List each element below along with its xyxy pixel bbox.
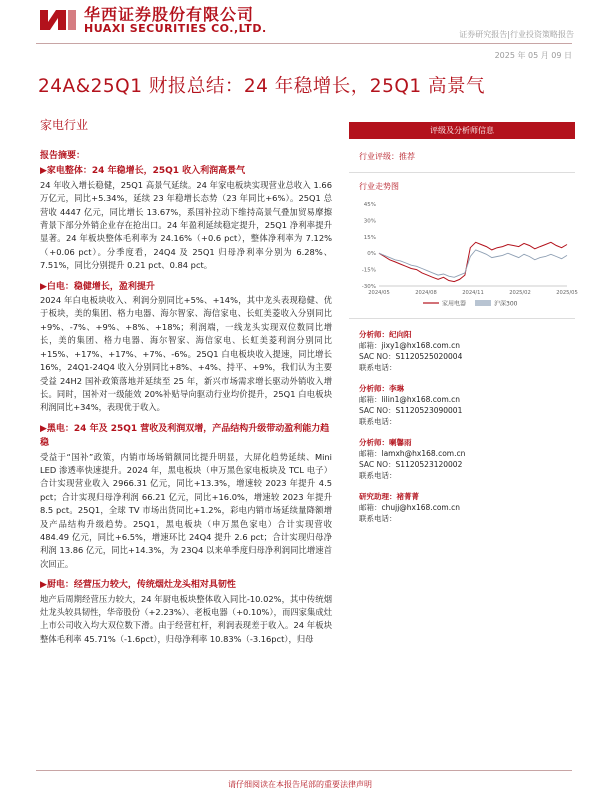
analyst-card <box>359 437 575 481</box>
email-label: 邮箱： <box>359 341 382 350</box>
analyst-phone: 联系电话： <box>359 471 397 480</box>
analyst-name: 褚菁菁 <box>396 492 419 501</box>
bullet-icon: ▶ <box>40 281 47 292</box>
analyst-card <box>359 329 575 373</box>
trend-chart <box>349 196 578 310</box>
y-tick-label: -15% <box>361 267 376 274</box>
analyst-name: 喇馨雨 <box>389 438 412 447</box>
section-paragraph: 24 年收入增长稳健，25Q1 高景气延续。24 年家电板块实现营业总收入 1.66 万亿元，同比+5.34%，延续 23 年稳增长态势（23 年同比+6%）。25Q1 总营收 4447 亿元，同比增长 13.67%，系国补拉动下维持高景气叠加贸易摩擦背景下部分外销企业存在抢出口。24 年盈利延续稳定提升，25Q1 净利率提升显著。24 年板块整体毛利率为 24.16%（+0.6 pct），整体净利率为 7.12%（+0.06 pct）。分季度看，24Q4 及 25Q1 归母净利率分别为 6.28%、7.51%，同比分别提升 0.21 pct、0.84 pct。 <box>40 179 332 271</box>
x-tick-label: 2025/02 <box>509 290 531 296</box>
section-white-goods <box>40 280 332 415</box>
analyst-phone: 联系电话： <box>359 417 397 426</box>
report-date: 2025 年 05 月 09 日 <box>494 51 572 60</box>
report-type: 证券研究报告|行业投资策略报告 <box>459 30 574 39</box>
analyst-role: 研究助理： <box>359 492 397 501</box>
section-heading: 家电整体：24 年稳增长，25Q1 收入利润高景气 <box>46 166 246 177</box>
x-tick-label: 2025/05 <box>556 290 578 296</box>
section-heading: 白电：稳健增长，盈利提升 <box>46 281 155 292</box>
analyst-card <box>359 383 575 427</box>
series-line-appliances <box>379 242 567 281</box>
section-paragraph: 受益于“国补”政策，内销市场场销额同比提升明显，大屏化趋势延续、Mini LED 渗透率快速提升。2024 年，黑电板块（申万黑色家电板块及 TCL 电子）合计实现营业收入 2966.31 亿元，同比+13.3%，增速较 2023 年提升 4.5 pct；合计实现归母净利润 66.21 亿元，同比+16.0%，增速较 2023 年提升 8.5 pct。25Q1，全球 TV 市场出货同比+1.2%，彩电内销市场延续量降额增及产品结构升级趋势。25Q1，黑电板块（申万黑色家电）合计实现营收 484.49 亿元，同比+6.5%，增速环比 24Q4 提升 2.6 pct；合计实现归母净利润 13.86 亿元，同比+14.3%，为 23Q4 以来单季度归母净利润同比增速首次回正。 <box>40 451 332 569</box>
industry-rating <box>349 151 575 162</box>
sidebar <box>349 122 578 534</box>
analyst-role: 分析师： <box>359 384 389 393</box>
footer-divider <box>36 770 572 771</box>
analyst-sac: S1120523090001 <box>395 406 463 415</box>
legend-swatch-csi300 <box>475 300 491 306</box>
y-tick-label: 0% <box>367 251 376 258</box>
email-label: 邮箱： <box>359 503 382 512</box>
y-tick-label: -30% <box>361 284 376 290</box>
y-tick-label: 15% <box>363 234 376 241</box>
x-tick-label: 2024/08 <box>415 290 437 296</box>
analyst-card <box>359 491 575 524</box>
bullet-icon: ▶ <box>40 580 47 591</box>
sac-label: SAC NO： <box>359 352 396 361</box>
section-heading: 厨电：经营压力较大，传统烟灶龙头相对具韧性 <box>46 580 236 591</box>
header-divider <box>36 43 572 44</box>
summary-column <box>40 150 332 647</box>
analyst-email[interactable]: chujj@hx168.com.cn <box>381 503 460 512</box>
analyst-role: 分析师： <box>359 438 389 447</box>
report-title: 24A&25Q1 财报总结：24 年稳增长，25Q1 高景气 <box>38 76 486 97</box>
legend-label-csi300: 沪深300 <box>494 300 518 308</box>
analyst-email[interactable]: lamxh@hx168.com.cn <box>381 449 466 458</box>
analyst-phone: 联系电话： <box>359 363 397 372</box>
industry-label: 家电行业 <box>40 118 89 132</box>
analyst-role: 分析师： <box>359 330 389 339</box>
section-heading: 黑电：24 年及 25Q1 营收及利润双增，产品结构升级带动盈利能力趋稳 <box>40 423 330 449</box>
page-header <box>0 0 600 60</box>
rating-label: 行业评级： <box>359 152 399 161</box>
email-label: 邮箱： <box>359 449 382 458</box>
analyst-email[interactable]: jixy1@hx168.com.cn <box>381 341 460 350</box>
section-paragraph: 地产后周期经营压力较大，24 年厨电板块整体收入同比-10.02%，其中传统烟灶龙头较具韧性，华帝股份（+2.23%）、老板电器（+0.10%），而四家集成灶上市公司收入均大双位数下滑。由于经营杠杆，利润表现差于收入。24 年板块整体毛利率 45.71%（-1.6pct），归母净利率 10.83%（-3.16pct），归母 <box>40 593 332 644</box>
section-paragraph: 2024 年白电板块收入、利润分别同比+5%、+14%，其中龙头表现稳健、优于板块，美的集团、格力电器、海尔智家、海信家电、长虹美菱收入分别同比+9%、-7%、+9%、+8%、+18%；利润端，一线龙头实现双位数同比增长，美的集团、格力电器、海尔智家、海信家电、长虹美菱利润分别同比+15%、+17%、+17%、+7%、-6%。25Q1 白电板块收入提速，同比增长 16%，24Q1-24Q4 收入分别同比+8%、+4%、持平、+9%，我们认为主要受益 24H2 国补政策落地并延续至 25 年，新兴市场需求增长驱动外销收入增长。同时，国补对一级能效 20%补贴导向驱动行业均价提升，25Q1 白电板块利润同比+34%，表现优于收入。 <box>40 295 332 413</box>
trend-chart-title: 行业走势图 <box>359 182 399 191</box>
series-line-csi300 <box>379 250 567 277</box>
y-tick-label: 30% <box>363 218 376 225</box>
rating-value: 推荐 <box>399 152 415 161</box>
x-tick-label: 2024/05 <box>368 290 390 296</box>
email-label: 邮箱： <box>359 395 382 404</box>
section-black-goods <box>40 422 332 571</box>
sidebar-box-title: 评级及分析师信息 <box>349 122 575 139</box>
summary-heading: 报告摘要： <box>40 151 86 161</box>
analyst-email[interactable]: lilin1@hx168.com.cn <box>381 395 461 404</box>
x-tick-label: 2024/11 <box>462 290 484 296</box>
analyst-name: 纪向阳 <box>389 330 412 339</box>
y-tick-label: 45% <box>363 202 376 208</box>
legal-notice: 请仔细阅读在本报告尾部的重要法律声明 <box>228 780 372 789</box>
analyst-sac: S1120523120002 <box>395 460 463 469</box>
analyst-name: 李琳 <box>389 384 404 393</box>
sac-label: SAC NO： <box>359 406 396 415</box>
company-name-en: HUAXI SECURITIES CO.,LTD. <box>84 22 267 35</box>
legend-label-appliances: 家用电器 <box>442 300 467 308</box>
section-overall <box>40 164 332 272</box>
company-logo-icon <box>38 8 78 32</box>
analyst-phone: 联系电话： <box>359 514 397 523</box>
company-name-cn: 华西证券股份有限公司 <box>84 5 255 24</box>
bullet-icon: ▶ <box>40 166 47 177</box>
bullet-icon: ▶ <box>40 423 47 434</box>
sac-label: SAC NO： <box>359 460 396 469</box>
section-kitchen <box>40 578 332 646</box>
analyst-sac: S1120525020004 <box>395 352 463 361</box>
analyst-list <box>349 329 575 524</box>
